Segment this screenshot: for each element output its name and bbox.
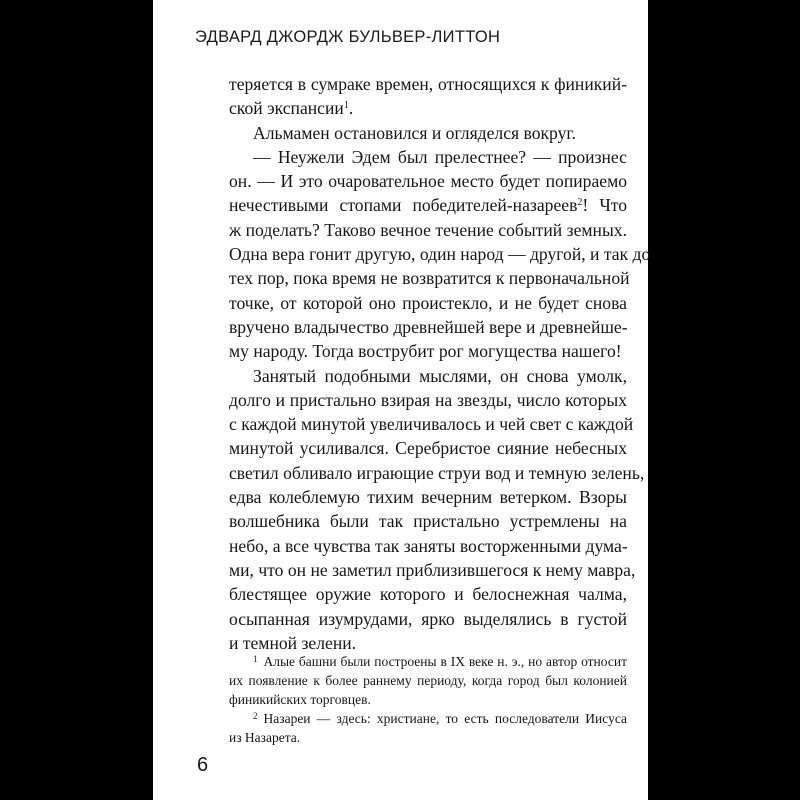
footnote-text: Назареи — здесь: христиане, то есть последователи Иисуса (263, 711, 627, 726)
body-line-text: осыпанная изумрудами, ярко выделялись в густой (229, 608, 627, 629)
body-line (229, 582, 627, 606)
body-line-text: — Неужели Эдем был прелестнее? — произнес (253, 146, 627, 167)
footnote-mark: 2 (253, 711, 258, 721)
body-line (229, 509, 627, 533)
body-line-text: минутой усиливался. Серебристое сияние небесных (229, 438, 627, 459)
body-line-text: нечестивыми стопами победителей-назареев (229, 195, 578, 216)
left-black-margin (0, 0, 153, 800)
body-line (229, 436, 627, 460)
body-line (229, 291, 627, 315)
footnote-mark: 1 (253, 654, 258, 664)
body-text (229, 72, 651, 655)
body-line-text: вручено владычество древнейшей вере и древнейше- (229, 316, 628, 337)
body-line-text: светил обливало играющие струи вод и темную зелень, (229, 462, 645, 483)
footnote-line (229, 690, 627, 709)
body-line-text: волшебника были так пристально устремлены на (229, 511, 627, 532)
body-line-text: Одна вера гонит другую, один народ — другой, и так до (229, 244, 651, 265)
body-line (229, 315, 627, 339)
body-line-text-after: ! Что (582, 195, 628, 216)
footnote-text: финикийских торговцев. (229, 692, 371, 707)
body-line-text: му народу. Тогда вострубит рог могущества нашего! (229, 341, 622, 362)
body-line-text: точке, от которой оно проистекло, и не будет снова (229, 292, 627, 313)
body-line-text-after: . (348, 98, 354, 119)
body-line-text: тех пор, пока время не возвратится к первоначальной (229, 268, 630, 289)
footnote-line (229, 728, 627, 747)
body-line-text: теряется в сумраке времен, относящихся к финикий- (229, 74, 627, 94)
footnotes (229, 652, 627, 747)
body-line (229, 169, 627, 193)
page-number: 6 (197, 754, 209, 776)
body-line (229, 388, 627, 412)
footnote-reference[interactable]: 1 (343, 100, 349, 112)
body-line (229, 193, 627, 217)
footnote-text: Алые башни были построены в IX веке н. э., но автор относит (263, 654, 627, 669)
body-line-text: ми, что он не заметил приблизившегося к нему мавра, (229, 559, 636, 580)
right-black-margin (648, 0, 800, 800)
body-line-text: небо, а все чувства так заняты восторженными дума- (229, 535, 628, 556)
footnote-text: из Назарета. (229, 730, 301, 745)
body-line (229, 96, 627, 120)
body-line-text: ж поделать? Таково вечное течение событий земных. (229, 219, 627, 240)
body-line-text: едва колеблемую тихим вечерним ветерком. Взоры (229, 487, 627, 508)
body-line-text: и темной зелени. (229, 632, 357, 653)
body-line (229, 242, 651, 266)
body-line-text: Занятый подобными мыслями, он снова умолк, (253, 365, 627, 386)
body-line-text: он. — И это очаровательное место будет попираемо (229, 171, 627, 192)
body-line-text: Альмамен остановился и огляделся вокруг. (253, 122, 577, 143)
body-line (229, 266, 630, 290)
footnote-line (229, 652, 627, 671)
body-line (229, 72, 627, 96)
running-head: ЭДВАРД ДЖОРДЖ БУЛЬВЕР-ЛИТТОН (195, 28, 501, 46)
body-line (229, 412, 634, 436)
body-line (229, 485, 627, 509)
body-line-text: блестящее оружие которого и белоснежная чалма, (229, 584, 627, 605)
footnote-reference[interactable]: 2 (577, 197, 583, 209)
body-line (229, 364, 627, 388)
footnote-text: их появление к более раннему периоду, когда город был колонией (229, 673, 627, 688)
body-line-text: ской экспансии (229, 98, 344, 119)
body-line (229, 145, 627, 169)
body-line (229, 607, 627, 631)
body-line (229, 339, 627, 363)
footnote-line (229, 671, 627, 690)
body-line-text: долго и пристально взирая на звезды, число которых (229, 389, 627, 410)
book-page (153, 0, 651, 800)
body-line (229, 121, 627, 145)
body-line-text: с каждой минутой увеличивалось и чей свет с каждой (229, 414, 634, 435)
footnote-line (229, 709, 627, 728)
body-line (229, 534, 627, 558)
body-line (229, 461, 645, 485)
body-line (229, 218, 627, 242)
body-line (229, 558, 636, 582)
